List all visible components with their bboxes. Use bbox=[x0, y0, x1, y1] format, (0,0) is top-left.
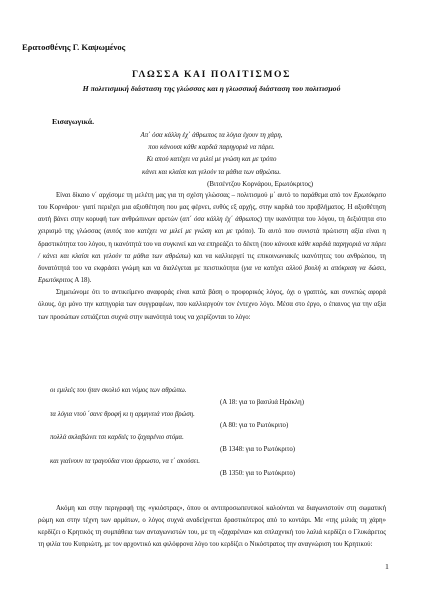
epigraph-line: κάνει και κλαίσι και γελούν τα μάθια των αθρώπω. bbox=[142, 168, 281, 176]
verse-line: τα λόγια ντού ΄σανε θροφή κι η αρμηνειά ντου βρώση. bbox=[50, 410, 195, 418]
italic-run: αυτός που κατέχει να μιλεί με γνώση και με τρόπο bbox=[106, 228, 252, 236]
document-subtitle: Η πολιτισμική διάσταση της γλώσσας και η γλωσσική διάσταση του πολιτισμού bbox=[82, 84, 341, 93]
body-text-continued bbox=[38, 503, 386, 552]
verse-line: πολλά σκλαβώνει τσι καρδιές το ζαχαρένιο στόμα. bbox=[50, 434, 184, 442]
text-run: Ακόμη και στην περιγραφή της «γκιόστρας», όπου οι αντιπροσωπευτικοί καλούνται να διαγωνιστούν στη σωματική ρώμη και στην τέχνη των αρμάτων, ο λόγος συχνά αναδείχνεται δραστικότερος από το κοντάρι. Με « bbox=[38, 505, 386, 525]
italic-run: που κάνουσι κάθε καρδιά παρηγοριά να πάρει / κάνει και κλαίσι και γελούν τα μάθια των αθρώπω bbox=[38, 240, 386, 260]
epigraph-line: Κι απού κατέχει να μιλεί με γνώση και με τρόπο bbox=[146, 156, 277, 164]
text-run: του Κορνάρου· γιατί περιέχει μια αξιοθέτηση που μας φέρνει, ευθύς εξ αρχής, στην καρδιά του προβλήματος. Η αξιοθέτηση αυτή βάνει στην κορυφή των ανθρώπινων αρετών ( bbox=[38, 204, 386, 224]
epigraph-line: που κάνουσι κάθε καρδιά παρηγοριά να πάρει. bbox=[148, 144, 275, 152]
body-text bbox=[38, 190, 386, 324]
verse-quotes bbox=[38, 385, 386, 479]
text-run: ). Το αυτό που συνιστά πρώτιστη αξία είναι η δραστικότητα του λόγου, η ικανότητά του να συγκινεί και να επηρεάζει το δέκτη ( bbox=[38, 228, 386, 248]
paragraph bbox=[38, 503, 386, 552]
paragraph: Σημειώνομε ότι το αντικείμενο αναφοράς είναι κατά βάση ο προφορικός λόγος, όχι ο γραπτός, και συνεπώς αφορά όλους, όχι μόνο την κατηγορία των συγγραφέων, που καλλιεργούν τον έντεχνο λόγο. Μέσα στο έργο, ο έπαινος για την αξία των προσώπων εστιάζεται συχνά στην ικανότητά τους να χειρίζονται το λόγο: bbox=[38, 289, 386, 321]
section-heading: Εισαγωγικά. bbox=[52, 117, 95, 126]
text-run: » και σπλαχνική του λαλιά κερδίζει ο Γλυκάρετος τη φιλία του Κυπριώτη, με τον αρχοντικό και φιλόφρονα λόγο του κερδίζει ο Νικόστρατος την αναγνώριση του Κρητικού: bbox=[38, 529, 386, 549]
verse-citation: (Β 1348: για το Ρωτόκριτο) bbox=[220, 445, 296, 453]
epigraph-line: Απ΄ όσα κάλλη έχ΄ άθρωπος τα λόγια έχουν τη χάρη, bbox=[140, 132, 283, 139]
verse-line: και γιαίνουν τα τραγούδια ντου άρρωστο, να τ΄ ακούσει. bbox=[50, 457, 200, 465]
text-run: ) και να καλλιεργεί τις επικοινωνιακές ικανότητες του ανθρώπου, τη δυνατότητά του να εκφράσει γνώμη και να διαλέγεται με πειστικότητα ( bbox=[38, 252, 386, 272]
epigraph bbox=[0, 130, 423, 191]
text-run: Είναι δίκαιο ν΄ αρχίσομε τη μελέτη μας για τη σχέση γλώσσας – πολιτισμού μ΄ αυτό το παράθεμα από τον bbox=[56, 192, 354, 199]
text-run: » κερδίζει ο Κρητικός τη συμπάθεια των ανταγωνιστών του, με τη « bbox=[38, 517, 386, 537]
italic-run: απ΄ όσα κάλλη έχ΄ άθρωπος bbox=[182, 216, 260, 224]
italic-run: ζαχαρένια bbox=[221, 529, 249, 537]
epigraph-source: (Βιτσέντζου Κορνάρου, Ερωτόκριτος) bbox=[207, 180, 313, 188]
italic-run: για να κατέχει αλλού βουλή κι απόκριση να δώσει, Ερωτόκριτος bbox=[38, 264, 386, 285]
document-title: ΓΛΩΣΣΑ ΚΑΙ ΠΟΛΙΤΙΣΜΟΣ bbox=[132, 69, 291, 80]
verse-citation: (Β 1350: για το Ρωτόκριτο) bbox=[220, 469, 296, 477]
verse-line: οι εμιλιές του ήταν σκολιό και νόμος των αθρώπω. bbox=[50, 387, 187, 394]
paragraph bbox=[38, 190, 386, 287]
text-run: Α 18). bbox=[73, 277, 92, 285]
italic-run: Ερωτόκριτο bbox=[353, 192, 386, 199]
verse-citation: (Α 80: για το Ρωτόκριτο) bbox=[220, 422, 289, 430]
page-number: 1 bbox=[385, 562, 389, 571]
italic-run: της μιλιάς τη χάρη bbox=[329, 517, 383, 525]
text-run: ) την ικανότητα του λόγου, τη δεξιότητα στο χειρισμό της γλώσσας ( bbox=[38, 216, 387, 236]
verse-citation: (Α 18: για το βασιλιά Ηράκλη) bbox=[220, 398, 304, 406]
author-name: Ερατοσθένης Γ. Καψωμένος bbox=[22, 42, 126, 52]
